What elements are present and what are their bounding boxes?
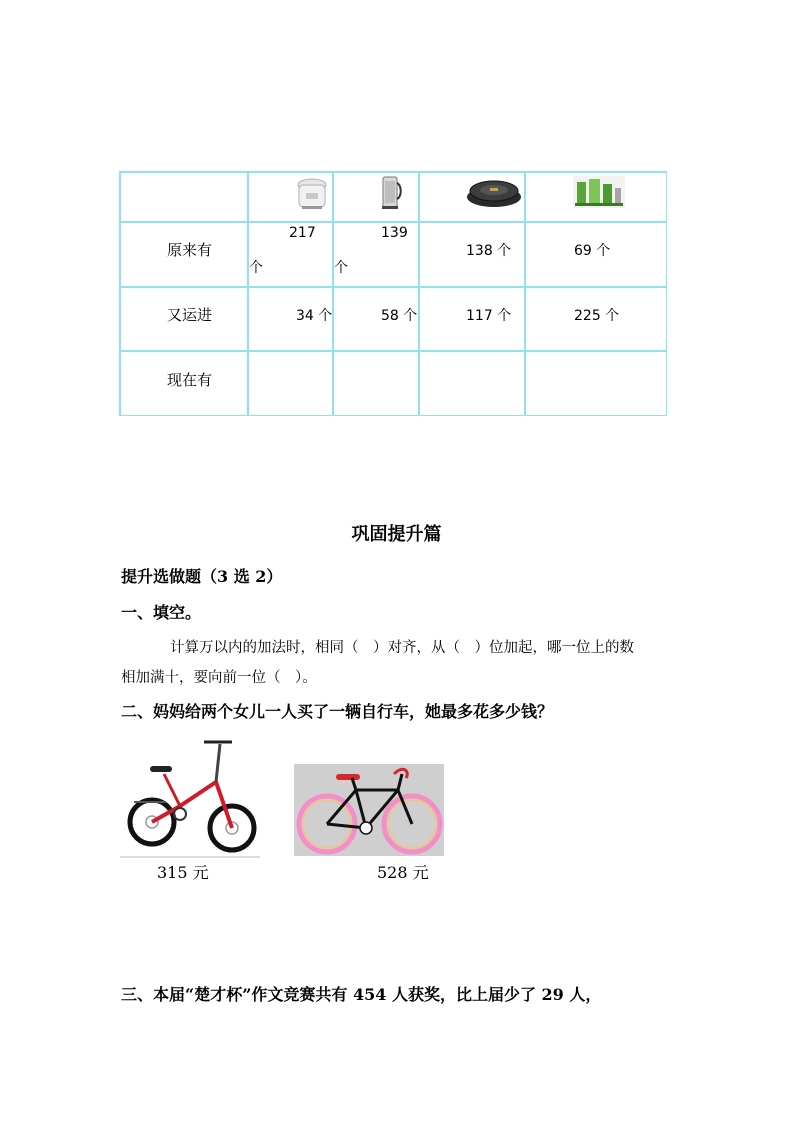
section-title: 巩固提升篇 bbox=[351, 524, 442, 545]
electric-grill-icon bbox=[466, 175, 522, 209]
row-header-now: 现在有 bbox=[167, 371, 213, 389]
cell-kettle-original: 139 bbox=[381, 225, 408, 241]
cell-kettle-added: 58 个 bbox=[381, 308, 418, 324]
cell-rice-cooker-added: 34 个 bbox=[296, 308, 333, 324]
table-border bbox=[524, 171, 526, 416]
row-header-original: 原来有 bbox=[167, 241, 213, 259]
q1-heading: 一、填空。 bbox=[121, 603, 202, 622]
subtitle: 提升选做题（3 选 2） bbox=[121, 567, 283, 586]
cell-grill-original: 138 个 bbox=[466, 243, 512, 259]
cell-kettle-unit: 个 bbox=[334, 260, 348, 276]
fixed-gear-bicycle-image bbox=[294, 764, 444, 856]
folding-bicycle-image bbox=[120, 736, 260, 858]
row-header-added: 又运进 bbox=[167, 306, 213, 324]
rice-cooker-icon bbox=[296, 177, 328, 211]
table-border bbox=[247, 171, 249, 416]
table-border bbox=[119, 415, 667, 417]
table-border bbox=[666, 171, 668, 416]
cell-rice-cooker-unit: 个 bbox=[249, 260, 263, 276]
table-border bbox=[332, 171, 334, 416]
cell-rice-cooker-original: 217 bbox=[289, 225, 316, 241]
cell-grill-added: 117 个 bbox=[466, 308, 512, 324]
table-border bbox=[119, 221, 667, 223]
table-border bbox=[119, 350, 667, 352]
cell-juicer-original: 69 个 bbox=[574, 243, 611, 259]
table-border bbox=[119, 286, 667, 288]
q3-heading: 三、本届“楚才杯”作文竞赛共有 454 人获奖，比上届少了 29 人， bbox=[121, 985, 602, 1004]
electric-kettle-icon bbox=[380, 175, 402, 211]
q1-line-1: 计算万以内的加法时，相同（ ）对齐，从（ ）位加起，哪一位上的数 bbox=[170, 640, 634, 656]
price-fixed-gear-bike: 528 元 bbox=[377, 863, 429, 882]
q2-heading: 二、妈妈给两个女儿一人买了一辆自行车，她最多花多少钱？ bbox=[121, 702, 554, 721]
price-folding-bike: 315 元 bbox=[157, 863, 209, 882]
juicer-icon bbox=[573, 176, 625, 208]
table-border bbox=[119, 171, 667, 173]
inventory-table bbox=[119, 171, 667, 416]
table-border bbox=[119, 171, 121, 416]
q1-line-2: 相加满十，要向前一位（ ）。 bbox=[121, 670, 317, 686]
table-border bbox=[418, 171, 420, 416]
cell-juicer-added: 225 个 bbox=[574, 308, 620, 324]
